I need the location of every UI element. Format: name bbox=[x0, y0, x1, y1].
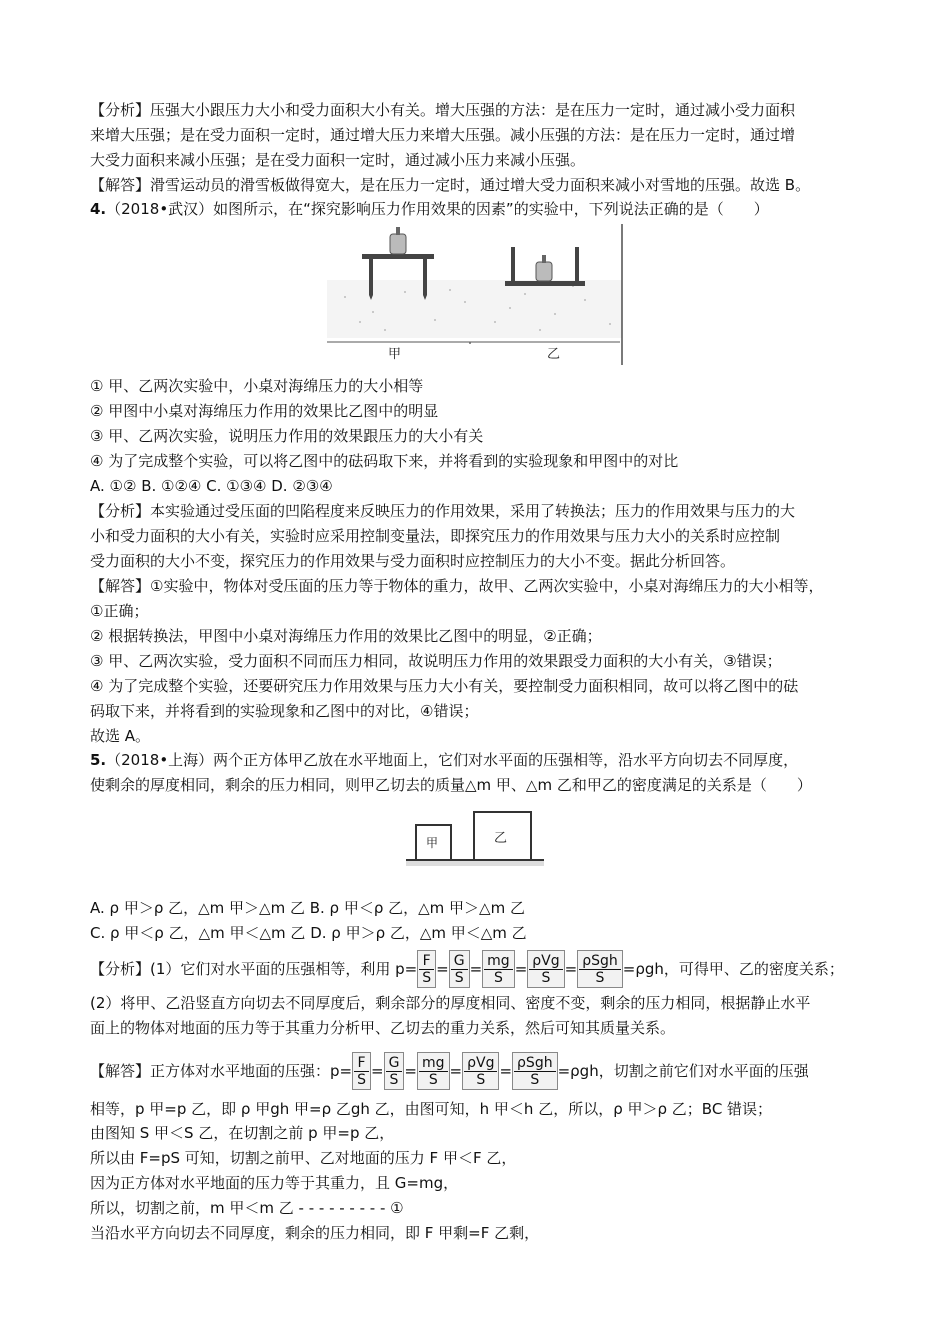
q5-answer-line-7: 当沿水平方向切去不同厚度，剩余的压力相同，即 F 甲剩=F 乙剩， bbox=[90, 1224, 540, 1242]
q5-answer-line-5: 因为正方体对水平地面的压力等于其重力，且 G=mg， bbox=[90, 1174, 459, 1192]
q5-options-ab: A. ρ 甲＞ρ 乙，△m 甲＞△m 乙 B. ρ 甲＜ρ 乙，△m 甲＞△m 乙 bbox=[90, 899, 525, 917]
q5-analysis-line-3: 面上的物体对地面的压力等于其重力分析甲、乙切去的重力关系，然后可知其质量关系。 bbox=[90, 1019, 676, 1037]
q4-answer-line-6: 码取下来，并将看到的实验现象和乙图中的对比，④错误； bbox=[90, 702, 479, 720]
formula-g-over-s-2: $\frac{G}{S}$ bbox=[384, 1052, 405, 1090]
q4-options: A. ①② B. ①②④ C. ①③④ D. ②③④ bbox=[90, 477, 333, 495]
q5-analysis-suffix: =ρgh，可得甲、乙的密度关系； bbox=[622, 960, 844, 978]
q4-experiment-figure bbox=[325, 222, 630, 365]
q4-answer-line-2: ①正确； bbox=[90, 602, 149, 620]
q5-analysis-line-1: 【分析】(1）它们对水平面的压强相等，利用 p= $\frac{F}{S}$ = $\frac{G}{S}$ = $\frac{mg}{S}$ = $\frac{\text{ρVg}}{S}$ = $\frac{\text{ρSgh}}{S}$ =ρgh，可得甲、乙的密度关系； bbox=[90, 950, 844, 986]
q5-answer-suffix: =ρgh，切割之前它们对水平面的压强 bbox=[557, 1062, 809, 1080]
q4-statement-4: ④ 为了完成整个实验，可以将乙图中的砝码取下来，并将看到的实验现象和甲图中的对比 bbox=[90, 452, 679, 470]
q5-options-cd: C. ρ 甲＜ρ 乙，△m 甲＜△m 乙 D. ρ 甲＞ρ 乙，△m 甲＜△m 乙 bbox=[90, 924, 527, 942]
q4-statement-2: ② 甲图中小桌对海绵压力作用的效果比乙图中的明显 bbox=[90, 402, 439, 420]
formula-g-over-s: $\frac{G}{S}$ bbox=[449, 950, 470, 988]
q4-stem-text: （2018•武汉）如图所示，在“探究影响压力作用效果的因素”的实验中，下列说法正确的是（ ） bbox=[106, 200, 769, 218]
figure-label-jia: 甲 bbox=[388, 347, 402, 362]
q5-answer-line-3: 由图知 S 甲＜S 乙，在切割之前 p 甲=p 乙， bbox=[90, 1124, 395, 1142]
q4-statement-3: ③ 甲、乙两次实验，说明压力作用的效果跟压力的大小有关 bbox=[90, 427, 484, 445]
q4-answer-line-3: ② 根据转换法，甲图中小桌对海绵压力作用的效果比乙图中的明显，②正确； bbox=[90, 627, 602, 645]
q5-answer-line-4: 所以由 F=pS 可知，切割之前甲、乙对地面的压力 F 甲＜F 乙， bbox=[90, 1149, 517, 1167]
formula-rhosgh-over-s-2: $\frac{\text{ρSgh}}{S}$ bbox=[512, 1052, 558, 1090]
cube-label-jia: 甲 bbox=[426, 836, 439, 850]
q4-analysis-line-3: 受力面积的大小不变，探究压力的作用效果与受力面积时应控制压力的大小不变。据此分析回答。 bbox=[90, 552, 736, 570]
q5-analysis-line-2: (2）将甲、乙沿竖直方向切去不同厚度后，剩余部分的厚度相同、密度不变，剩余的压力相同，根据静止水平 bbox=[90, 994, 811, 1012]
q4-analysis-line-1: 【分析】本实验通过受压面的凹陷程度来反映压力的作用效果，采用了转换法；压力的作用效果与压力的大 bbox=[90, 502, 796, 520]
q5-answer-line-6: 所以，切割之前，m 甲＜m 乙 - - - - - - - - - ① bbox=[90, 1199, 404, 1217]
q5-analysis-prefix: 【分析】(1）它们对水平面的压强相等，利用 p= bbox=[90, 960, 418, 978]
q4-answer-line-7: 故选 A。 bbox=[90, 727, 151, 745]
q4-answer-line-5: ④ 为了完成整个实验，还要研究压力作用效果与压力大小有关，要控制受力面积相同，故可以将乙图中的砝 bbox=[90, 677, 799, 695]
q5-answer-line-2: 相等，p 甲=p 乙，即 ρ 甲gh 甲=ρ 乙gh 乙，由图可知，h 甲＜h 乙，所以，ρ 甲＞ρ 乙；BC 错误； bbox=[90, 1100, 773, 1118]
q3-analysis-line-3: 大受力面积来减小压强；是在受力面积一定时，通过减小压力来减小压强。 bbox=[90, 151, 586, 169]
q5-stem-line-1 bbox=[90, 749, 798, 771]
formula-rhovg-over-s-2: $\frac{\text{ρVg}}{S}$ bbox=[462, 1052, 499, 1090]
q4-number: 4. bbox=[90, 200, 107, 218]
figure-label-yi: 乙 bbox=[547, 347, 561, 362]
q5-number: 5. bbox=[90, 751, 107, 769]
q5-cubes-figure bbox=[404, 810, 546, 868]
q4-answer-line-4: ③ 甲、乙两次实验，受力面积不同而压力相同，故说明压力作用的效果跟受力面积的大小有关，③错误； bbox=[90, 652, 782, 670]
weight-right bbox=[536, 255, 552, 281]
formula-mg-over-s-2: $\frac{mg}{S}$ bbox=[417, 1052, 450, 1090]
q5-stem-line-2: 使剩余的厚度相同，剩余的压力相同，则甲乙切去的质量△m 甲、△m 乙和甲乙的密度满足的关系是（ ） bbox=[90, 776, 812, 794]
q3-answer-line-1: 【解答】滑雪运动员的滑雪板做得宽大，是在压力一定时，通过增大受力面积来减小对雪地的压强。故选 B。 bbox=[90, 176, 811, 194]
q5-answer-line-1: 【解答】正方体对水平地面的压强：p= $\frac{F}{S}$ = $\frac{G}{S}$ = $\frac{mg}{S}$ = $\frac{\text{ρVg}}{S}$ = $\frac{\text{ρSgh}}{S}$ =ρgh，切割之前它们对水平面的压强 bbox=[90, 1052, 809, 1088]
formula-rhovg-over-s: $\frac{\text{ρVg}}{S}$ bbox=[527, 950, 564, 988]
q4-statement-1: ① 甲、乙两次实验中，小桌对海绵压力的大小相等 bbox=[90, 377, 424, 395]
weight-left bbox=[390, 227, 406, 254]
formula-mg-over-s: $\frac{mg}{S}$ bbox=[482, 950, 515, 988]
q3-analysis-line-2: 来增大压强；是在受力面积一定时，通过增大压力来增大压强。减小压强的方法：是在压力一定时，通过增 bbox=[90, 126, 796, 144]
q4-analysis-line-2: 小和受力面积的大小有关，实验时应采用控制变量法，即探究压力的作用效果与压力大小的关系时应控制 bbox=[90, 527, 781, 545]
formula-f-over-s-2: $\frac{F}{S}$ bbox=[352, 1052, 371, 1090]
q4-stem bbox=[90, 198, 769, 220]
cube-label-yi: 乙 bbox=[494, 831, 508, 846]
formula-rhosgh-over-s: $\frac{\text{ρSgh}}{S}$ bbox=[577, 950, 623, 988]
q4-answer-line-1: 【解答】①实验中，物体对受压面的压力等于物体的重力，故甲、乙两次实验中，小桌对海绵压力的大小相等， bbox=[90, 577, 824, 595]
q5-answer-prefix: 【解答】正方体对水平地面的压强：p= bbox=[90, 1062, 353, 1080]
q5-stem-text: （2018•上海）两个正方体甲乙放在水平地面上，它们对水平面的压强相等，沿水平方向切去不同厚度， bbox=[106, 751, 799, 769]
formula-f-over-s: $\frac{F}{S}$ bbox=[417, 950, 436, 988]
q3-analysis-line-1: 【分析】压强大小跟压力大小和受力面积大小有关。增大压强的方法：是在压力一定时，通过减小受力面积 bbox=[90, 101, 796, 119]
